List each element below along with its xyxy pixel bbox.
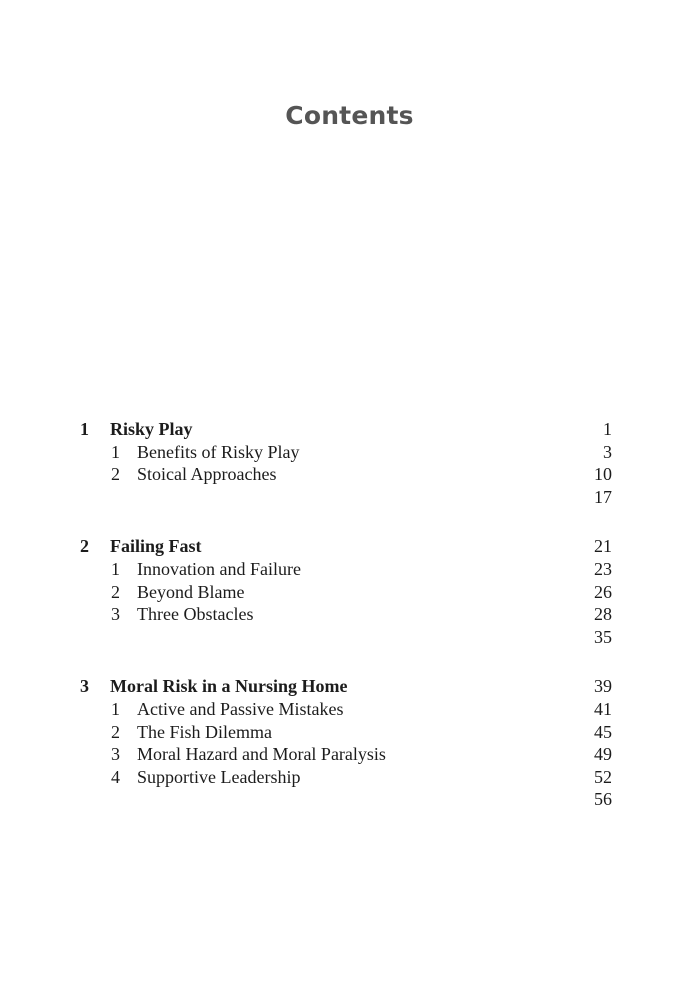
page-number: 45 [594,721,612,742]
section-row[interactable] [80,788,612,811]
section-title: Three Obstacles [137,604,254,625]
section-title: Innovation and Failure [137,558,301,579]
page-title: Contents [285,101,414,130]
section-row[interactable] [80,698,612,721]
page-number: 28 [594,604,612,625]
section-number: 1 [111,698,120,719]
chapter-3 [80,675,612,811]
page-number: 3 [603,441,612,462]
section-row[interactable] [80,486,612,509]
section-title: Moral Hazard and Moral Paralysis [137,744,386,765]
chapter-title: Risky Play [110,419,193,439]
section-row[interactable] [80,441,612,464]
section-row[interactable] [80,463,612,486]
chapter-row[interactable] [80,675,612,698]
section-row[interactable] [80,721,612,744]
section-number: 2 [111,581,120,602]
page-number: 17 [594,486,612,507]
chapter-number: 2 [80,536,89,557]
section-number: 3 [111,604,120,625]
chapter-2 [80,535,612,648]
section-number: 3 [111,744,120,765]
page-number: 1 [603,419,612,439]
chapter-row[interactable] [80,535,612,558]
section-title: Benefits of Risky Play [137,441,300,462]
section-title: Stoical Approaches [137,464,277,485]
page-number: 23 [594,558,612,579]
section-number: 1 [111,558,120,579]
page-number: 41 [594,698,612,719]
page-number: 26 [594,581,612,602]
section-title: Beyond Blame [137,581,245,602]
page-number: 10 [594,464,612,485]
section-row[interactable] [80,766,612,789]
section-row[interactable] [80,626,612,649]
chapter-title: Failing Fast [110,536,202,557]
section-number: 2 [111,464,120,485]
section-number: 2 [111,721,120,742]
section-number: 4 [111,766,120,787]
chapter-row[interactable] [80,418,612,441]
section-title: The Fish Dilemma [137,721,272,742]
table-of-contents [80,418,612,838]
page-number: 35 [594,626,612,647]
page-number: 39 [594,676,612,697]
page-number: 52 [594,766,612,787]
page-number: 21 [594,536,612,557]
page-number: 49 [594,744,612,765]
chapter-title: Moral Risk in a Nursing Home [110,676,348,697]
chapter-1 [80,418,612,508]
section-title: Active and Passive Mistakes [137,698,344,719]
section-row[interactable] [80,558,612,581]
section-row[interactable] [80,581,612,604]
page-number: 56 [594,789,612,810]
section-title: Supportive Leadership [137,766,301,787]
chapter-number: 1 [80,419,89,439]
section-number: 1 [111,441,120,462]
section-row[interactable] [80,603,612,626]
chapter-number: 3 [80,676,89,697]
section-row[interactable] [80,743,612,766]
